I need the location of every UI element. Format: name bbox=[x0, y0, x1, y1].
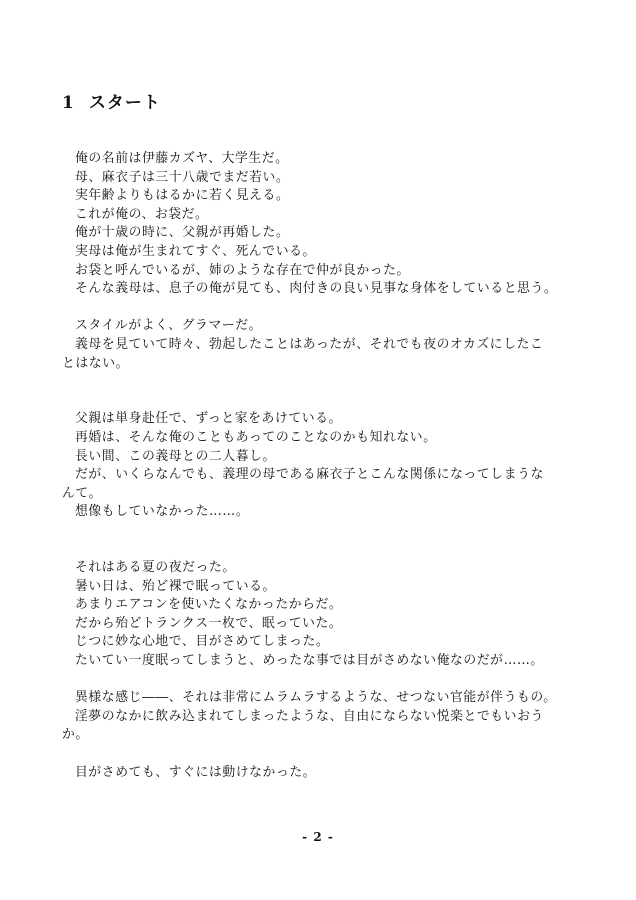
text-line: 母、麻衣子は三十八歳でまだ若い。 bbox=[75, 169, 290, 185]
chapter-number: 1 bbox=[62, 93, 75, 113]
text-line: スタイルがよく、グラマーだ。 bbox=[75, 318, 263, 334]
text-line: 実母は俺が生まれてすぐ、死んでいる。 bbox=[75, 243, 316, 259]
text-line: これが俺の、お袋だ。 bbox=[75, 206, 209, 222]
text-line: 実年齢よりもはるかに若く見える。 bbox=[75, 188, 290, 204]
text-line: だが、いくらなんでも、義理の母である麻衣子とこんな関係になってしまうな bbox=[75, 467, 544, 483]
text-line: たいてい一度眠ってしまうと、めったな事では目がさめない俺なのだが……。 bbox=[75, 653, 544, 669]
text-line: 淫夢のなかに飲み込まれてしまったような、自由にならない悦楽とでもいおう bbox=[75, 708, 544, 724]
text-line: 父親は単身赴任で、ずっと家をあけている。 bbox=[75, 411, 342, 427]
paragraph bbox=[62, 317, 578, 373]
text-line: 想像もしていなかった……。 bbox=[75, 504, 250, 520]
body-text bbox=[62, 150, 578, 782]
text-line: とはない。 bbox=[62, 355, 129, 371]
text-line: 目がさめても、すぐには動けなかった。 bbox=[75, 764, 317, 780]
text-line: 異様な感じ――、それは非常にムラムラするような、せつない官能が伴うもの。 bbox=[75, 690, 557, 706]
text-line: 義母を見ていて時々、勃起したことはあったが、それでも夜のオカズにしたこ bbox=[75, 336, 544, 352]
paragraph bbox=[62, 150, 578, 299]
text-line: か。 bbox=[62, 727, 89, 743]
chapter-heading bbox=[62, 88, 161, 113]
paragraph bbox=[62, 410, 578, 522]
text-line: 再婚は、そんな俺のこともあってのことなのかも知れない。 bbox=[75, 429, 437, 445]
chapter-title: スタート bbox=[88, 93, 161, 113]
text-line: 暑い日は、殆ど裸で眠っている。 bbox=[75, 578, 276, 594]
paragraph bbox=[62, 764, 578, 783]
text-line: 俺の名前は伊藤カズヤ、大学生だ。 bbox=[75, 151, 289, 166]
paragraph bbox=[62, 689, 578, 745]
page-number: - 2 - bbox=[302, 830, 334, 844]
text-line: んて。 bbox=[62, 485, 102, 501]
text-line: じつに妙な心地で、目がさめてしまった。 bbox=[75, 634, 330, 650]
text-line: 俺が十歳の時に、父親が再婚した。 bbox=[75, 225, 290, 241]
text-line: 長い間、この義母との二人暮し。 bbox=[75, 448, 276, 464]
text-line: それはある夏の夜だった。 bbox=[75, 560, 236, 576]
text-line: お袋と呼んでいるが、姉のような存在で仲が良かった。 bbox=[75, 262, 410, 278]
text-line: そんな義母は、息子の俺が見ても、肉付きの良い見事な身体をしていると思う。 bbox=[75, 281, 558, 297]
text-line: あまりエアコンを使いたくなかったからだ。 bbox=[75, 597, 343, 613]
paragraph bbox=[62, 559, 578, 671]
text-line: だから殆どトランクス一枚で、眠っていた。 bbox=[75, 615, 343, 631]
